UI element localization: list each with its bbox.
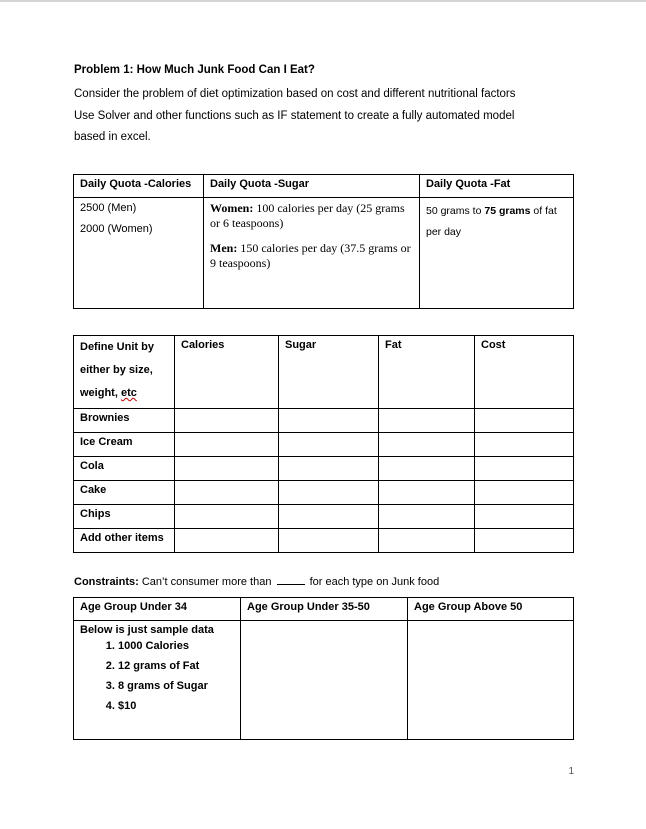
- header-define-unit: [74, 336, 175, 409]
- empty-cell[interactable]: [379, 433, 475, 457]
- empty-cell[interactable]: [408, 621, 574, 740]
- fat-quota-text-start: 50 grams to: [426, 205, 485, 217]
- sugar-women-text: 100 calories per day (25 grams or 6 teaspoons): [210, 201, 405, 230]
- table-row: [74, 529, 574, 553]
- header-fat: Fat: [379, 336, 475, 409]
- calories-quota-cell: [74, 198, 204, 309]
- header-age-under-34: Age Group Under 34: [74, 598, 241, 621]
- item-add-other: Add other items: [74, 529, 175, 553]
- empty-cell[interactable]: [175, 433, 279, 457]
- empty-cell[interactable]: [241, 621, 408, 740]
- item-ice-cream: Ice Cream: [74, 433, 175, 457]
- empty-cell[interactable]: [475, 457, 574, 481]
- list-item: 1. 1000 Calories: [118, 640, 234, 652]
- header-quota-calories: Daily Quota -Calories: [74, 175, 204, 198]
- header-quota-sugar: Daily Quota -Sugar: [204, 175, 420, 198]
- problem-title: Problem 1: How Much Junk Food Can I Eat?: [74, 64, 315, 76]
- define-unit-line-3: weight,: [80, 387, 121, 399]
- item-cola: Cola: [74, 457, 175, 481]
- empty-cell[interactable]: [379, 409, 475, 433]
- table-row: [74, 457, 574, 481]
- define-unit-etc: etc: [120, 387, 137, 399]
- header-age-above-50: Age Group Above 50: [408, 598, 574, 621]
- table-row: [74, 505, 574, 529]
- empty-cell[interactable]: [279, 409, 379, 433]
- empty-cell[interactable]: [475, 409, 574, 433]
- empty-cell[interactable]: [379, 505, 475, 529]
- empty-cell[interactable]: [175, 481, 279, 505]
- empty-cell[interactable]: [279, 481, 379, 505]
- empty-cell[interactable]: [475, 529, 574, 553]
- empty-cell[interactable]: [475, 481, 574, 505]
- daily-quota-table: [73, 174, 574, 309]
- header-quota-fat: Daily Quota -Fat: [420, 175, 574, 198]
- header-calories: Calories: [175, 336, 279, 409]
- fat-quota-text-end: of fat per day: [426, 205, 557, 238]
- sugar-quota-cell: [204, 198, 420, 309]
- list-item: 2. 12 grams of Fat: [118, 660, 234, 672]
- sugar-women-label: Women:: [210, 201, 254, 215]
- constraints-text-before: Can’t consumer more than: [138, 576, 275, 588]
- intro-line-1: Consider the problem of diet optimization based on cost and different nutritional factors: [74, 88, 516, 100]
- calories-men: 2500 (Men): [80, 202, 137, 214]
- intro-line-2: Use Solver and other functions such as IF statement to create a fully automated model: [74, 110, 515, 122]
- intro-line-3: based in excel.: [74, 131, 151, 143]
- empty-cell[interactable]: [279, 433, 379, 457]
- empty-cell[interactable]: [379, 529, 475, 553]
- page-number: 1: [568, 766, 574, 777]
- empty-cell[interactable]: [175, 457, 279, 481]
- fat-quota-cell: [420, 198, 574, 309]
- sugar-men-label: Men:: [210, 241, 238, 255]
- empty-cell[interactable]: [475, 433, 574, 457]
- junk-food-unit-table: [73, 335, 574, 553]
- empty-cell[interactable]: [379, 457, 475, 481]
- table-row: [74, 409, 574, 433]
- constraints-blank[interactable]: [277, 575, 305, 585]
- table-row: [74, 481, 574, 505]
- header-age-35-50: Age Group Under 35-50: [241, 598, 408, 621]
- item-cake: Cake: [74, 481, 175, 505]
- empty-cell[interactable]: [475, 505, 574, 529]
- constraints-label: Constraints:: [74, 576, 139, 588]
- empty-cell[interactable]: [279, 505, 379, 529]
- constraints-text-after: for each type on Junk food: [306, 576, 440, 588]
- empty-cell[interactable]: [175, 505, 279, 529]
- list-item: 4. $10: [118, 700, 234, 712]
- sample-data-list: [80, 640, 234, 712]
- sample-data-cell: [74, 621, 241, 740]
- fat-quota-bold: 75 grams: [484, 205, 531, 217]
- empty-cell[interactable]: [279, 529, 379, 553]
- constraints-line: [74, 575, 439, 588]
- define-unit-line-1: Define Unit by: [80, 341, 154, 353]
- sample-data-label: Below is just sample data: [80, 624, 214, 636]
- empty-cell[interactable]: [175, 529, 279, 553]
- item-brownies: Brownies: [74, 409, 175, 433]
- item-chips: Chips: [74, 505, 175, 529]
- empty-cell[interactable]: [279, 457, 379, 481]
- header-sugar: Sugar: [279, 336, 379, 409]
- age-group-table: [73, 597, 574, 740]
- empty-cell[interactable]: [175, 409, 279, 433]
- calories-women: 2000 (Women): [80, 223, 153, 235]
- define-unit-line-2: either by size,: [80, 364, 153, 376]
- table-row: [74, 433, 574, 457]
- page-top-border: [0, 0, 646, 2]
- sugar-men-text: 150 calories per day (37.5 grams or 9 teaspoons): [210, 241, 411, 270]
- header-cost: Cost: [475, 336, 574, 409]
- empty-cell[interactable]: [379, 481, 475, 505]
- list-item: 3. 8 grams of Sugar: [118, 680, 234, 692]
